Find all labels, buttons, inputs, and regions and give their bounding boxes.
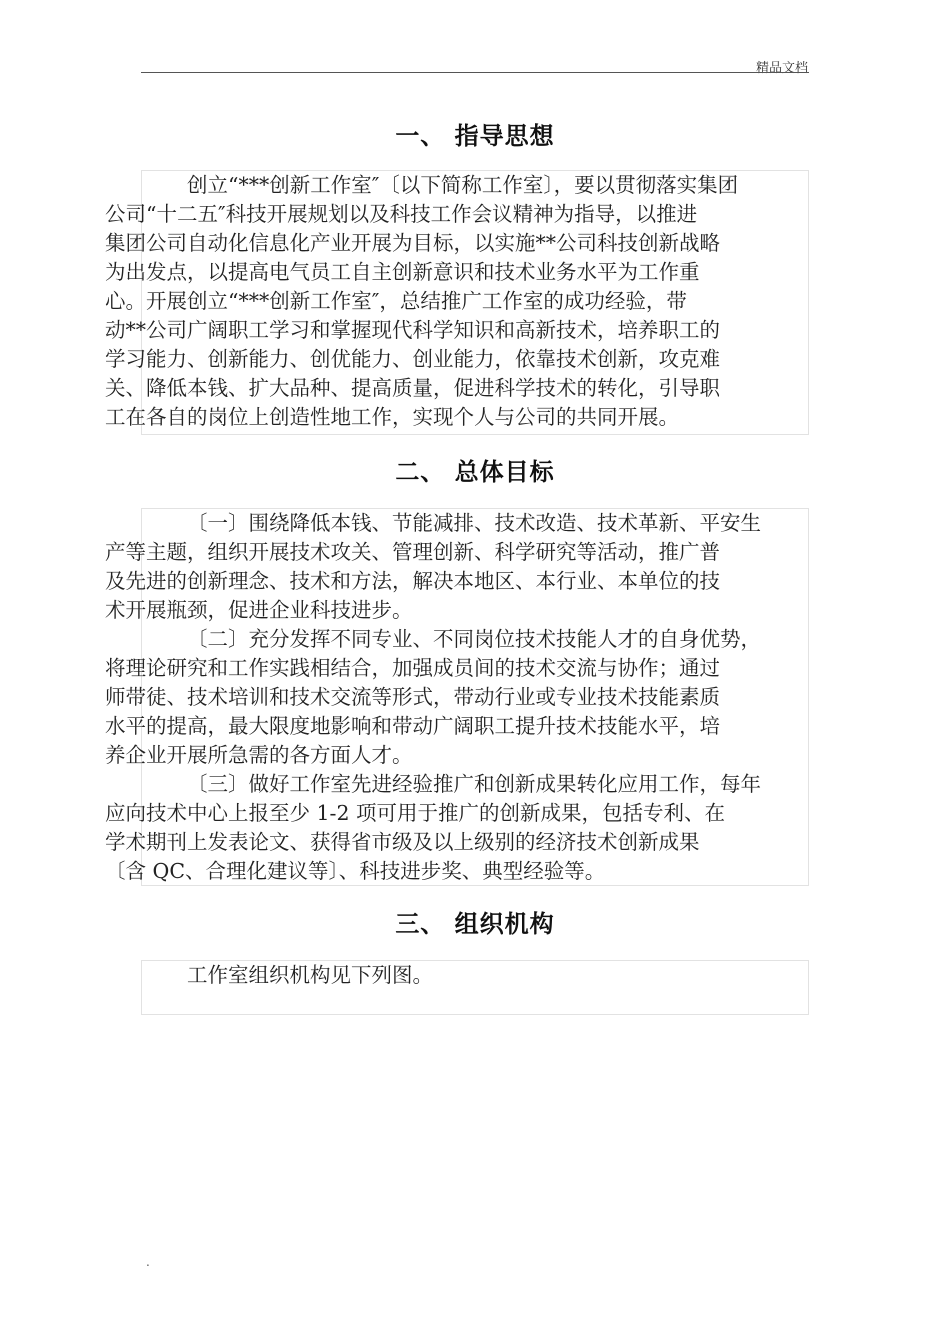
section2-heading: 二、 总体目标 [395, 458, 555, 486]
text-line: 〔三〕做好工作室先进经验推广和创新成果转化应用工作，每年 [187, 772, 761, 796]
section1-box [105, 170, 809, 435]
section2-paragraph-1 [105, 509, 808, 625]
text-line: 关、降低本钱、扩大品种、提高质量，促进科学技术的转化，引导职 [105, 376, 720, 400]
section2-paragraph-2 [105, 625, 808, 770]
text-line: 产等主题，组织开展技术攻关、管理创新、科学研究等活动，推广普 [105, 540, 720, 564]
text-line: 应向技术中心上报至少 1-2 项可用于推广的创新成果，包括专利、在 [105, 801, 726, 825]
text-line: 动**公司广阔职工学习和掌握现代科学知识和高新技术，培养职工的 [105, 318, 720, 342]
footer-mark: . [146, 1255, 150, 1269]
section3-box [141, 960, 809, 1015]
text-line: 心。开展创立“***创新工作室″，总结推广工作室的成功经验，带 [105, 289, 687, 313]
section1-paragraph [105, 171, 808, 432]
text-line: 将理论研究和工作实践相结合，加强成员间的技术交流与协作；通过 [105, 656, 720, 680]
text-line: 公司“十二五″科技开展规划以及科技工作会议精神为指导，以推进 [105, 202, 698, 226]
header-tag: 精品文档 [755, 61, 808, 76]
text-line: 养企业开展所急需的各方面人才。 [105, 743, 413, 767]
header-rule [141, 72, 809, 73]
text-line: 〔二〕充分发挥不同专业、不同岗位技术技能人才的自身优势， [187, 627, 761, 651]
text-line: 集团公司自动化信息化产业开展为目标，以实施**公司科技创新战略 [105, 231, 720, 255]
text-line: 工作室组织机构见下列图。 [187, 963, 433, 987]
text-line: 〔含 QC、合理化建议等〕、科技进步奖、典型经验等。 [105, 859, 606, 883]
text-line: 师带徒、技术培训和技术交流等形式，带动行业或专业技术技能素质 [105, 685, 720, 709]
section2-paragraph-3 [105, 770, 808, 886]
text-line: 〔一〕围绕降低本钱、节能减排、技术改造、技术革新、平安生 [187, 511, 761, 535]
text-line: 术开展瓶颈，促进企业科技进步。 [105, 598, 413, 622]
section3-paragraph [142, 961, 808, 990]
section3-heading: 三、 组织机构 [395, 910, 555, 938]
text-line: 创立“***创新工作室″〔以下简称工作室〕，要以贯彻落实集团 [187, 173, 739, 197]
text-line: 为出发点，以提高电气员工自主创新意识和技术业务水平为工作重 [105, 260, 700, 284]
text-line: 工在各自的岗位上创造性地工作，实现个人与公司的共同开展。 [105, 405, 679, 429]
text-line: 学习能力、创新能力、创优能力、创业能力，依靠技术创新，攻克难 [105, 347, 720, 371]
text-line: 学术期刊上发表论文、获得省市级及以上级别的经济技术创新成果 [105, 830, 700, 854]
text-line: 及先进的创新理念、技术和方法，解决本地区、本行业、本单位的技 [105, 569, 720, 593]
text-line: 水平的提高，最大限度地影响和带动广阔职工提升技术技能水平，培 [105, 714, 720, 738]
section2-box [105, 508, 809, 886]
section1-heading: 一、 指导思想 [395, 122, 555, 150]
